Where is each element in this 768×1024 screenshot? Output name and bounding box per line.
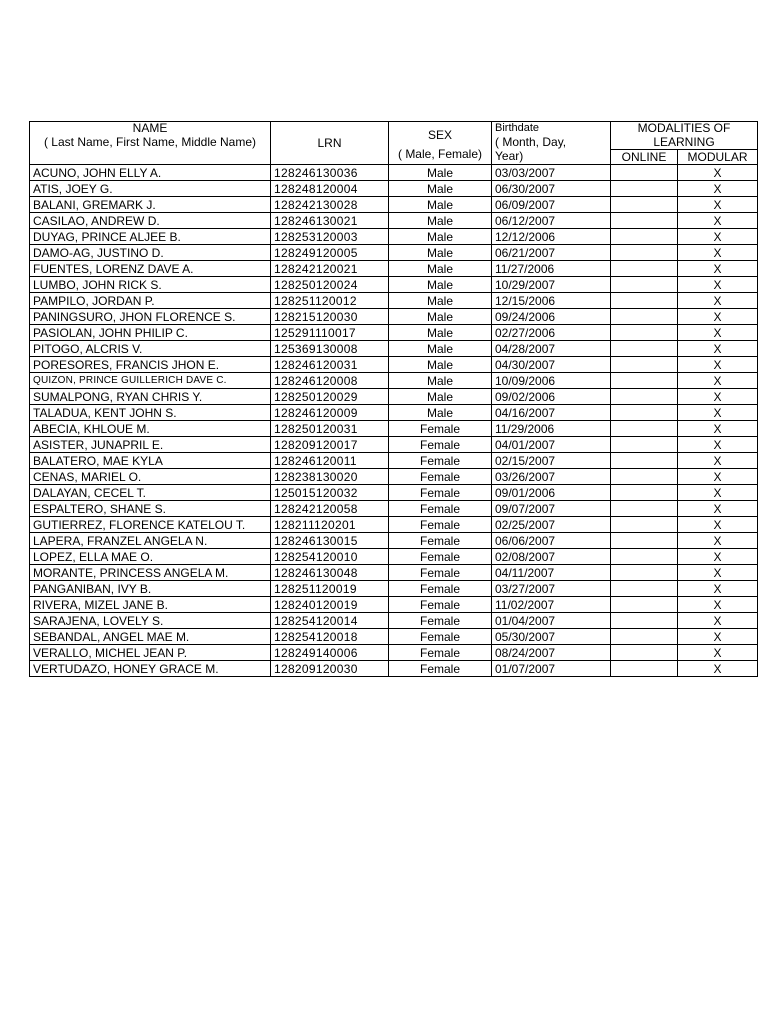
student-name-cell: PASIOLAN, JOHN PHILIP C.: [30, 325, 271, 341]
birthdate-cell: 11/29/2006: [492, 421, 611, 437]
student-name-cell: DALAYAN, CECEL T.: [30, 485, 271, 501]
lrn-cell: 128248120004: [271, 181, 389, 197]
sex-cell: Male: [389, 389, 492, 405]
modular-mark-cell: X: [678, 357, 758, 373]
lrn-cell: 128246130021: [271, 213, 389, 229]
sex-cell: Male: [389, 181, 492, 197]
lrn-cell: 128211120201: [271, 517, 389, 533]
table-row: [30, 293, 758, 309]
modular-mark-cell: X: [678, 261, 758, 277]
modular-mark-cell: X: [678, 197, 758, 213]
birthdate-cell: 04/30/2007: [492, 357, 611, 373]
modular-mark-cell: X: [678, 277, 758, 293]
lrn-cell: 128209120017: [271, 437, 389, 453]
birthdate-cell: 02/25/2007: [492, 517, 611, 533]
modular-mark-cell: X: [678, 453, 758, 469]
modular-mark-cell: X: [678, 309, 758, 325]
birthdate-cell: 10/29/2007: [492, 277, 611, 293]
online-mark-cell: [611, 597, 678, 613]
lrn-cell: 128246120031: [271, 357, 389, 373]
student-name-cell: LAPERA, FRANZEL ANGELA N.: [30, 533, 271, 549]
birthdate-cell: 11/27/2006: [492, 261, 611, 277]
online-mark-cell: [611, 485, 678, 501]
birthdate-cell: 09/01/2006: [492, 485, 611, 501]
birthdate-cell: 01/04/2007: [492, 613, 611, 629]
student-name-cell: SEBANDAL, ANGEL MAE M.: [30, 629, 271, 645]
modular-mark-cell: X: [678, 597, 758, 613]
birthdate-cell: 04/28/2007: [492, 341, 611, 357]
table-row: [30, 453, 758, 469]
sex-cell: Male: [389, 197, 492, 213]
online-mark-cell: [611, 389, 678, 405]
student-name-cell: BALANI, GREMARK J.: [30, 197, 271, 213]
student-name-cell: PITOGO, ALCRIS V.: [30, 341, 271, 357]
birthdate-header-title: Birthdate: [495, 122, 540, 134]
lrn-cell: 128251120012: [271, 293, 389, 309]
student-name-cell: DAMO-AG, JUSTINO D.: [30, 245, 271, 261]
lrn-cell: 128246120009: [271, 405, 389, 421]
online-mark-cell: [611, 501, 678, 517]
modular-mark-cell: X: [678, 341, 758, 357]
sex-cell: Female: [389, 613, 492, 629]
sex-cell: Male: [389, 261, 492, 277]
table-body: [30, 165, 758, 677]
online-mark-cell: [611, 469, 678, 485]
table-row: [30, 165, 758, 181]
student-name-cell: SARAJENA, LOVELY S.: [30, 613, 271, 629]
online-mark-cell: [611, 453, 678, 469]
online-mark-cell: [611, 357, 678, 373]
modular-mark-cell: X: [678, 389, 758, 405]
modular-mark-cell: X: [678, 421, 758, 437]
birthdate-cell: 06/06/2007: [492, 533, 611, 549]
student-name-cell: LUMBO, JOHN RICK S.: [30, 277, 271, 293]
birthdate-cell: 02/15/2007: [492, 453, 611, 469]
online-mark-cell: [611, 661, 678, 677]
sex-cell: Female: [389, 581, 492, 597]
sex-cell: Male: [389, 405, 492, 421]
online-mark-cell: [611, 533, 678, 549]
modular-mark-cell: X: [678, 165, 758, 181]
sex-cell: Female: [389, 517, 492, 533]
birthdate-cell: 12/15/2006: [492, 293, 611, 309]
sex-cell: Male: [389, 373, 492, 389]
modalities-header-title-2: LEARNING: [653, 135, 715, 149]
lrn-cell: 128246120011: [271, 453, 389, 469]
lrn-cell: 125291110017: [271, 325, 389, 341]
sex-cell: Female: [389, 597, 492, 613]
lrn-cell: 128250120024: [271, 277, 389, 293]
lrn-cell: 128251120019: [271, 581, 389, 597]
online-mark-cell: [611, 565, 678, 581]
sex-cell: Male: [389, 293, 492, 309]
birthdate-cell: 04/11/2007: [492, 565, 611, 581]
sex-cell: Female: [389, 661, 492, 677]
table-row: [30, 597, 758, 613]
lrn-cell: 128246130048: [271, 565, 389, 581]
birthdate-cell: 01/07/2007: [492, 661, 611, 677]
modular-mark-cell: X: [678, 245, 758, 261]
lrn-cell: 128215120030: [271, 309, 389, 325]
student-name-cell: BALATERO, MAE KYLA: [30, 453, 271, 469]
sex-header-title: SEX: [427, 127, 452, 142]
birthdate-cell: 10/09/2006: [492, 373, 611, 389]
modular-mark-cell: X: [678, 517, 758, 533]
online-mark-cell: [611, 581, 678, 597]
table-row: [30, 469, 758, 485]
birthdate-cell: 12/12/2006: [492, 229, 611, 245]
modalities-header-title-1: MODALITIES OF: [637, 121, 731, 135]
birthdate-cell: 05/30/2007: [492, 629, 611, 645]
lrn-cell: 128238130020: [271, 469, 389, 485]
student-name-cell: VERALLO, MICHEL JEAN P.: [30, 645, 271, 661]
table-row: [30, 485, 758, 501]
table-row: [30, 373, 758, 389]
lrn-cell: 128249120005: [271, 245, 389, 261]
lrn-cell: 128246130015: [271, 533, 389, 549]
table-row: [30, 661, 758, 677]
birthdate-cell: 06/09/2007: [492, 197, 611, 213]
lrn-cell: 128250120031: [271, 421, 389, 437]
modular-mark-cell: X: [678, 405, 758, 421]
birthdate-cell: 02/08/2007: [492, 549, 611, 565]
header-row: [30, 122, 758, 150]
sex-cell: Male: [389, 277, 492, 293]
student-name-cell: PORESORES, FRANCIS JHON E.: [30, 357, 271, 373]
birthdate-cell: 03/03/2007: [492, 165, 611, 181]
sex-cell: Male: [389, 165, 492, 181]
name-header-title: NAME: [132, 121, 168, 135]
birthdate-cell: 06/21/2007: [492, 245, 611, 261]
sex-cell: Female: [389, 629, 492, 645]
lrn-column-header: LRN: [271, 122, 389, 165]
sex-cell: Female: [389, 549, 492, 565]
student-name-cell: SUMALPONG, RYAN CHRIS Y.: [30, 389, 271, 405]
modular-mark-cell: X: [678, 565, 758, 581]
lrn-cell: 128254120010: [271, 549, 389, 565]
modular-mark-cell: X: [678, 213, 758, 229]
birthdate-cell: 09/07/2007: [492, 501, 611, 517]
modular-mark-cell: X: [678, 661, 758, 677]
table-row: [30, 501, 758, 517]
student-name-cell: QUIZON, PRINCE GUILLERICH DAVE C.: [30, 373, 271, 389]
student-name-cell: PANINGSURO, JHON FLORENCE S.: [30, 309, 271, 325]
student-name-cell: ABECIA, KHLOUE M.: [30, 421, 271, 437]
table-row: [30, 181, 758, 197]
modular-mark-cell: X: [678, 613, 758, 629]
online-mark-cell: [611, 549, 678, 565]
lrn-cell: 128240120019: [271, 597, 389, 613]
birthdate-cell: 08/24/2007: [492, 645, 611, 661]
online-mark-cell: [611, 277, 678, 293]
online-mark-cell: [611, 325, 678, 341]
student-name-cell: RIVERA, MIZEL JANE B.: [30, 597, 271, 613]
student-name-cell: CENAS, MARIEL O.: [30, 469, 271, 485]
lrn-cell: 128246120008: [271, 373, 389, 389]
student-name-cell: TALADUA, KENT JOHN S.: [30, 405, 271, 421]
modalities-column-header: [611, 122, 758, 150]
table-row: [30, 421, 758, 437]
modular-mark-cell: X: [678, 229, 758, 245]
modular-mark-cell: X: [678, 293, 758, 309]
modular-mark-cell: X: [678, 629, 758, 645]
birthdate-cell: 03/27/2007: [492, 581, 611, 597]
student-name-cell: ATIS, JOEY G.: [30, 181, 271, 197]
online-mark-cell: [611, 229, 678, 245]
modular-mark-cell: X: [678, 437, 758, 453]
modular-column-header: MODULAR: [678, 150, 758, 165]
birthdate-cell: 03/26/2007: [492, 469, 611, 485]
table-row: [30, 405, 758, 421]
table-row: [30, 261, 758, 277]
table-row: [30, 341, 758, 357]
birthdate-column-header: [492, 122, 611, 165]
modular-mark-cell: X: [678, 373, 758, 389]
student-name-cell: CASILAO, ANDREW D.: [30, 213, 271, 229]
birthdate-header-format-1: ( Month, Day,: [495, 135, 567, 149]
student-name-cell: ACUNO, JOHN ELLY A.: [30, 165, 271, 181]
birthdate-cell: 04/16/2007: [492, 405, 611, 421]
modular-mark-cell: X: [678, 549, 758, 565]
sex-cell: Male: [389, 229, 492, 245]
table-row: [30, 565, 758, 581]
table-row: [30, 213, 758, 229]
sex-cell: Female: [389, 453, 492, 469]
student-name-cell: GUTIERREZ, FLORENCE KATELOU T.: [30, 517, 271, 533]
lrn-cell: 128242120058: [271, 501, 389, 517]
lrn-cell: 128249140006: [271, 645, 389, 661]
sex-cell: Female: [389, 469, 492, 485]
table-row: [30, 245, 758, 261]
online-mark-cell: [611, 293, 678, 309]
sex-cell: Female: [389, 421, 492, 437]
lrn-cell: 128254120014: [271, 613, 389, 629]
table-row: [30, 437, 758, 453]
modular-mark-cell: X: [678, 181, 758, 197]
online-mark-cell: [611, 341, 678, 357]
lrn-cell: 128209120030: [271, 661, 389, 677]
student-name-cell: LOPEZ, ELLA MAE O.: [30, 549, 271, 565]
table-row: [30, 277, 758, 293]
table-row: [30, 549, 758, 565]
modular-mark-cell: X: [678, 325, 758, 341]
lrn-cell: 128242120021: [271, 261, 389, 277]
online-mark-cell: [611, 245, 678, 261]
table-row: [30, 197, 758, 213]
birthdate-cell: 09/02/2006: [492, 389, 611, 405]
lrn-cell: 125015120032: [271, 485, 389, 501]
sex-cell: Female: [389, 565, 492, 581]
online-mark-cell: [611, 645, 678, 661]
online-mark-cell: [611, 165, 678, 181]
name-column-header: [30, 122, 271, 165]
table-row: [30, 645, 758, 661]
student-name-cell: VERTUDAZO, HONEY GRACE M.: [30, 661, 271, 677]
sex-cell: Female: [389, 485, 492, 501]
sex-column-header: [389, 122, 492, 165]
sex-cell: Male: [389, 309, 492, 325]
online-mark-cell: [611, 405, 678, 421]
student-name-cell: MORANTE, PRINCESS ANGELA M.: [30, 565, 271, 581]
student-name-cell: FUENTES, LORENZ DAVE A.: [30, 261, 271, 277]
table-row: [30, 325, 758, 341]
table-row: [30, 229, 758, 245]
sex-cell: Male: [389, 245, 492, 261]
modular-mark-cell: X: [678, 501, 758, 517]
online-mark-cell: [611, 517, 678, 533]
sex-cell: Male: [389, 357, 492, 373]
student-name-cell: DUYAG, PRINCE ALJEE B.: [30, 229, 271, 245]
sex-cell: Male: [389, 325, 492, 341]
table-row: [30, 517, 758, 533]
lrn-cell: 128242130028: [271, 197, 389, 213]
birthdate-cell: 06/30/2007: [492, 181, 611, 197]
lrn-cell: 128250120029: [271, 389, 389, 405]
online-mark-cell: [611, 213, 678, 229]
online-mark-cell: [611, 261, 678, 277]
lrn-cell: 128246130036: [271, 165, 389, 181]
online-mark-cell: [611, 437, 678, 453]
online-mark-cell: [611, 197, 678, 213]
modular-mark-cell: X: [678, 645, 758, 661]
lrn-cell: 128253120003: [271, 229, 389, 245]
modular-mark-cell: X: [678, 533, 758, 549]
online-mark-cell: [611, 613, 678, 629]
table-row: [30, 309, 758, 325]
online-mark-cell: [611, 373, 678, 389]
modular-mark-cell: X: [678, 581, 758, 597]
online-column-header: ONLINE: [611, 150, 678, 165]
lrn-cell: 128254120018: [271, 629, 389, 645]
student-name-cell: ESPALTERO, SHANE S.: [30, 501, 271, 517]
modular-mark-cell: X: [678, 485, 758, 501]
birthdate-cell: 04/01/2007: [492, 437, 611, 453]
birthdate-cell: 09/24/2006: [492, 309, 611, 325]
name-header-format: ( Last Name, First Name, Middle Name): [43, 135, 257, 149]
birthdate-cell: 11/02/2007: [492, 597, 611, 613]
sex-cell: Male: [389, 213, 492, 229]
sex-cell: Female: [389, 533, 492, 549]
table-row: [30, 613, 758, 629]
sex-cell: Female: [389, 501, 492, 517]
table-row: [30, 357, 758, 373]
online-mark-cell: [611, 309, 678, 325]
table-row: [30, 581, 758, 597]
birthdate-cell: 02/27/2006: [492, 325, 611, 341]
modular-mark-cell: X: [678, 469, 758, 485]
class-roster-table: [29, 121, 758, 677]
table-header: [30, 122, 758, 165]
sex-cell: Female: [389, 645, 492, 661]
table-row: [30, 389, 758, 405]
birthdate-cell: 06/12/2007: [492, 213, 611, 229]
student-name-cell: PAMPILO, JORDAN P.: [30, 293, 271, 309]
online-mark-cell: [611, 181, 678, 197]
lrn-cell: 125369130008: [271, 341, 389, 357]
table-row: [30, 533, 758, 549]
student-name-cell: ASISTER, JUNAPRIL E.: [30, 437, 271, 453]
sex-cell: Male: [389, 341, 492, 357]
online-mark-cell: [611, 421, 678, 437]
birthdate-header-format-2: Year): [495, 149, 524, 163]
student-name-cell: PANGANIBAN, IVY B.: [30, 581, 271, 597]
sex-cell: Female: [389, 437, 492, 453]
sex-header-format: ( Male, Female): [397, 146, 483, 161]
table-row: [30, 629, 758, 645]
online-mark-cell: [611, 629, 678, 645]
